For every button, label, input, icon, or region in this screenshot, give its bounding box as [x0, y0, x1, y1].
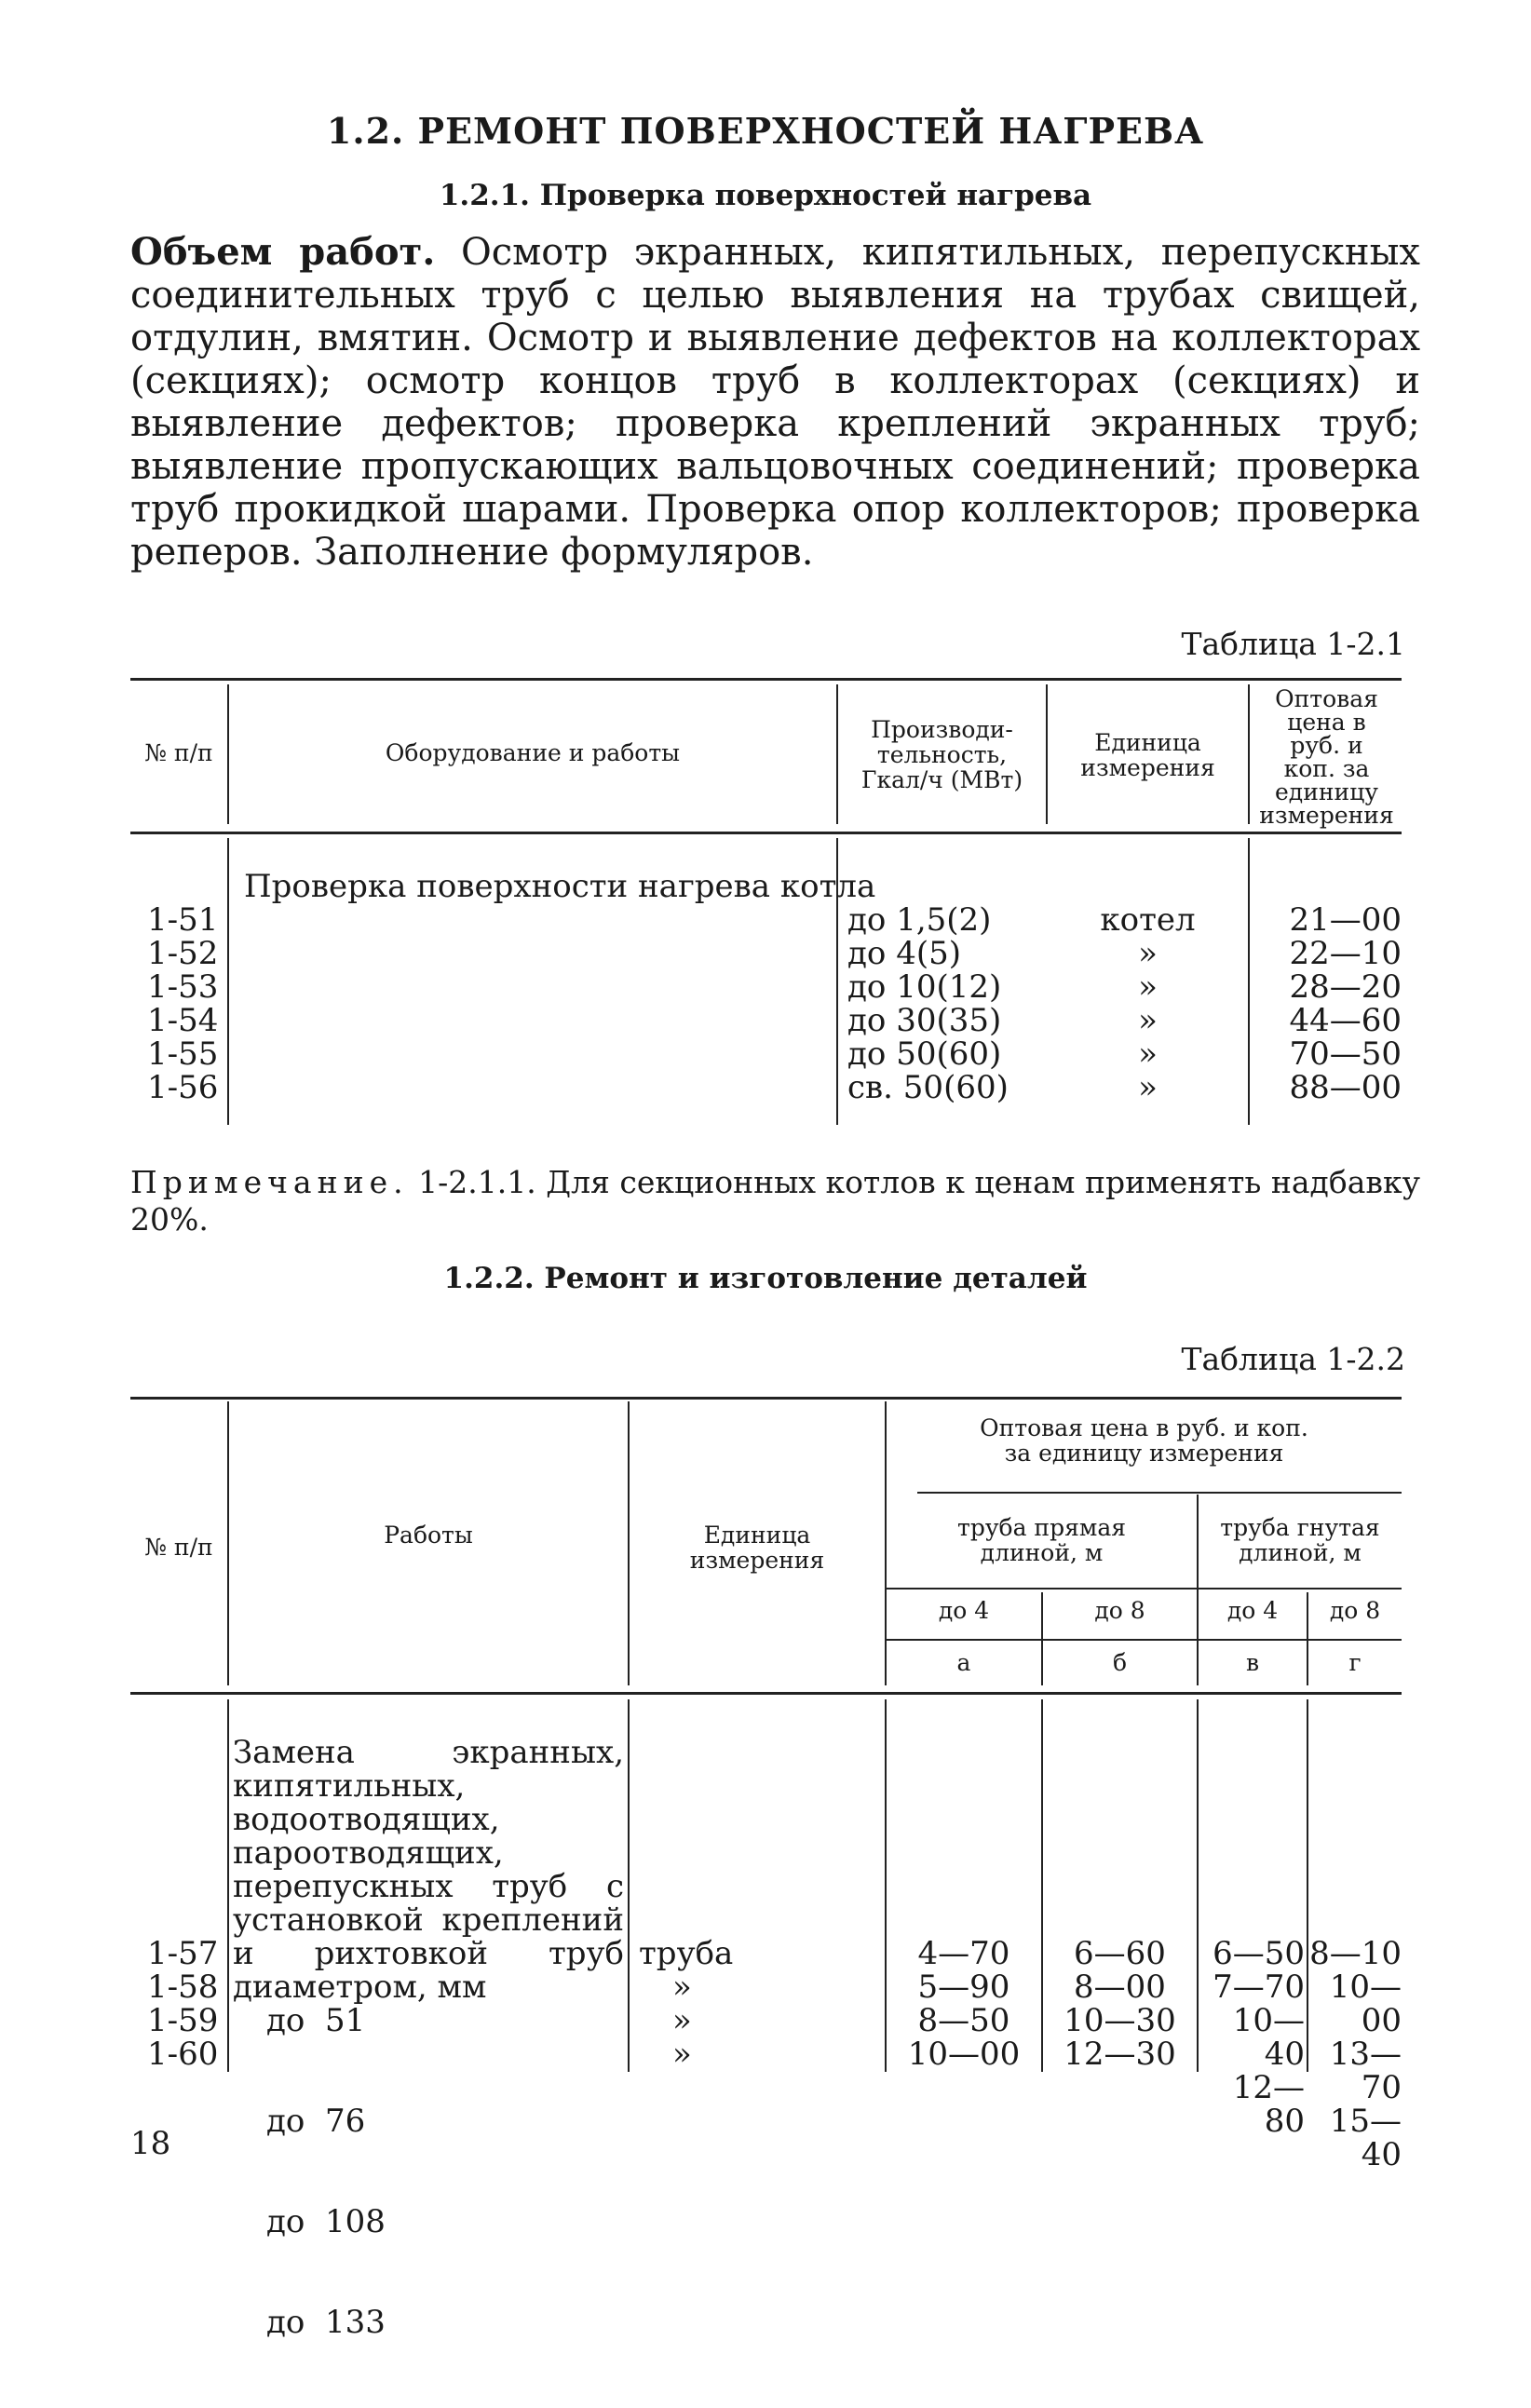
table2-header-col-v: в	[1245, 1649, 1260, 1676]
intro-text: Осмотр экранных, кипятильных, перепускных соединительных труб с целью выявления на трубах свищей, отдулин, вмятин. Осмотр и выявление дефектов на коллекторах (секциях); осмотр концов труб в коллекторах (секциях) и выявление дефектов; проверка креплений экранных труб; выявление пропускающих вальцовочных соединений; проверка труб прокидкой шарами. Проверка опор коллекторов; проверка реперов. Заполнение формуляров.	[130, 231, 1420, 574]
table1-row-num: 1-53	[147, 968, 219, 1006]
table2-hline	[887, 1588, 1197, 1590]
table2-header-price-group: Оптовая цена в руб. и коп. за единицу измерения	[980, 1414, 1308, 1467]
table2-rows-v	[1199, 1937, 1305, 2138]
table2-row-num: 1-58	[147, 1968, 219, 2006]
table2-rows-b	[1043, 1937, 1197, 2071]
table1-row-capacity: св. 50(60)	[847, 1069, 1009, 1106]
table2-header-col-g: г	[1348, 1649, 1362, 1676]
table2-row-b: 8—00	[1074, 1968, 1166, 2006]
table1-header-capacity: Производи- тельность, Гкал/ч (МВт)	[860, 716, 1023, 793]
table1-row-unit: котел	[1100, 901, 1196, 939]
table2-row-g: 8—10	[1309, 1935, 1402, 1972]
table1-row-capacity: до 1,5(2)	[847, 901, 992, 939]
table2-row-b: 10—30	[1064, 2002, 1176, 2039]
subsection-title-1: 1.2.1. Проверка поверхностей нагрева	[439, 179, 1092, 212]
intro-paragraph	[130, 231, 1420, 574]
table1-row-capacity: до 50(60)	[847, 1035, 1002, 1073]
table2-vline	[628, 1699, 630, 2072]
table2-rows-unit	[639, 1937, 881, 2071]
table2-hline	[917, 1492, 1402, 1494]
table2-header-work: Работы	[384, 1522, 473, 1549]
table1-row-price: 88—00	[1289, 1069, 1402, 1106]
table2-row-unit: труба	[639, 1935, 734, 1972]
table1-row-unit: »	[1138, 968, 1158, 1006]
table2-row-a: 10—00	[907, 2036, 1021, 2073]
table2-row-g: 13—70	[1329, 2036, 1402, 2106]
table2-row-unit: »	[672, 1968, 692, 2006]
table1-row-num: 1-55	[147, 1035, 219, 1073]
table1-row-price: 28—20	[1289, 968, 1402, 1006]
table2-row-unit: »	[672, 2002, 692, 2039]
note-label: Примечание.	[130, 1164, 409, 1200]
table2-header-upto8-bent: до 8	[1329, 1597, 1381, 1624]
table1-top-rule	[130, 678, 1402, 681]
table1-row-unit: »	[1138, 1002, 1158, 1039]
intro-lead: Объем работ.	[130, 230, 436, 274]
table1-row-capacity: до 30(35)	[847, 1002, 1002, 1039]
table1-row-price: 22—10	[1289, 935, 1402, 972]
table1-rows-capacity	[847, 903, 1048, 1104]
table2-row-work: до 51	[266, 2002, 366, 2039]
table2-row-v: 6—50	[1213, 1935, 1305, 1972]
table2-row-a: 4—70	[917, 1935, 1010, 1972]
table1-header-rule	[130, 832, 1402, 834]
table2-row-g: 10—00	[1329, 1968, 1402, 2039]
table2-rows-work	[266, 1937, 620, 2406]
table2-row-num: 1-59	[147, 2002, 219, 2039]
table2-header-upto4-bent: до 4	[1226, 1597, 1279, 1624]
page-number: 18	[130, 2125, 171, 2162]
table2-row-v: 7—70	[1213, 1968, 1305, 2006]
table2-header-straight: труба прямая длиной, м	[956, 1514, 1126, 1566]
table2-row-a: 5—90	[917, 1968, 1010, 2006]
table1-rows-price	[1250, 903, 1402, 1104]
table2-header-unit: Единица измерения	[689, 1522, 825, 1574]
table1-row-num: 1-51	[147, 901, 219, 939]
table1-row-num: 1-56	[147, 1069, 219, 1106]
table2-row-v: 10—40	[1232, 2002, 1305, 2073]
table1-row-num: 1-54	[147, 1002, 219, 1039]
table2-row-b: 12—30	[1064, 2036, 1176, 2073]
table2-header-bent: труба гнутая длиной, м	[1220, 1514, 1380, 1566]
table2-rows-a	[887, 1937, 1041, 2071]
table1-header-work: Оборудование и работы	[385, 739, 681, 766]
table1-row-price: 21—00	[1289, 901, 1402, 939]
table2-top-rule	[130, 1397, 1402, 1400]
table2-rows-g	[1308, 1937, 1402, 2171]
note-text: 1-2.1.1. Для секционных котлов к ценам применять надбавку 20%.	[130, 1164, 1420, 1238]
table1-row-price: 44—60	[1289, 1002, 1402, 1039]
table1-row-unit: »	[1138, 1035, 1158, 1073]
table2-row-work: до 108	[266, 2203, 386, 2240]
table1-rows-unit	[1048, 903, 1248, 1104]
table1-row-price: 70—50	[1289, 1035, 1402, 1073]
table2-rows-num	[147, 1937, 227, 2071]
table2-header-upto4-straight: до 4	[938, 1597, 990, 1624]
table1-caption: Таблица 1-2.1	[1181, 626, 1405, 662]
table2-row-num: 1-60	[147, 2036, 219, 2073]
table2-row-unit: »	[672, 2036, 692, 2073]
table1-header-num: № п/п	[144, 739, 213, 766]
table2-row-work: до 133	[266, 2304, 386, 2341]
table2-row-work: до 76	[266, 2103, 366, 2140]
table2-header-rule	[130, 1692, 1402, 1695]
table1-row-capacity: до 4(5)	[847, 935, 962, 972]
table2-header-col-a: а	[956, 1649, 971, 1676]
table2-row-v: 12—80	[1232, 2069, 1305, 2140]
table1-header-unit: Единица измерения	[1080, 729, 1215, 781]
table2-vline	[227, 1699, 229, 2072]
table2-row-a: 8—50	[917, 2002, 1010, 2039]
table2-hline	[887, 1639, 1402, 1641]
table1-note	[130, 1164, 1420, 1238]
table2-group-title: Замена экранных, кипятильных, водоотводящих, пароотводящих, перепускных труб с установкой креплений и рихтовкой труб диаметром, мм	[233, 1734, 624, 2006]
table1-row-capacity: до 10(12)	[847, 968, 1002, 1006]
table1-row-num: 1-52	[147, 935, 219, 972]
table2-header-col-b: б	[1112, 1649, 1128, 1676]
subsection-title-2: 1.2.2. Ремонт и изготовление деталей	[443, 1262, 1088, 1295]
section-title: 1.2. РЕМОНТ ПОВЕРХНОСТЕЙ НАГРЕВА	[326, 110, 1205, 152]
table2-caption: Таблица 1-2.2	[1181, 1341, 1405, 1377]
table2-hline	[1199, 1588, 1402, 1590]
table1-group-title: Проверка поверхности нагрева котла	[244, 868, 876, 905]
table2-header-upto8-straight: до 8	[1094, 1597, 1145, 1624]
table2-row-num: 1-57	[147, 1935, 219, 1972]
table1-header-price: Оптовая цена в руб. и коп. за единицу измерения	[1259, 685, 1394, 829]
table1-row-unit: »	[1138, 1069, 1158, 1106]
table2-header-num: № п/п	[144, 1534, 213, 1561]
table1-row-unit: »	[1138, 935, 1158, 972]
table2-row-b: 6—60	[1074, 1935, 1166, 1972]
table2-row-g: 15—40	[1329, 2103, 1402, 2173]
table1-rows-num	[147, 903, 231, 1104]
